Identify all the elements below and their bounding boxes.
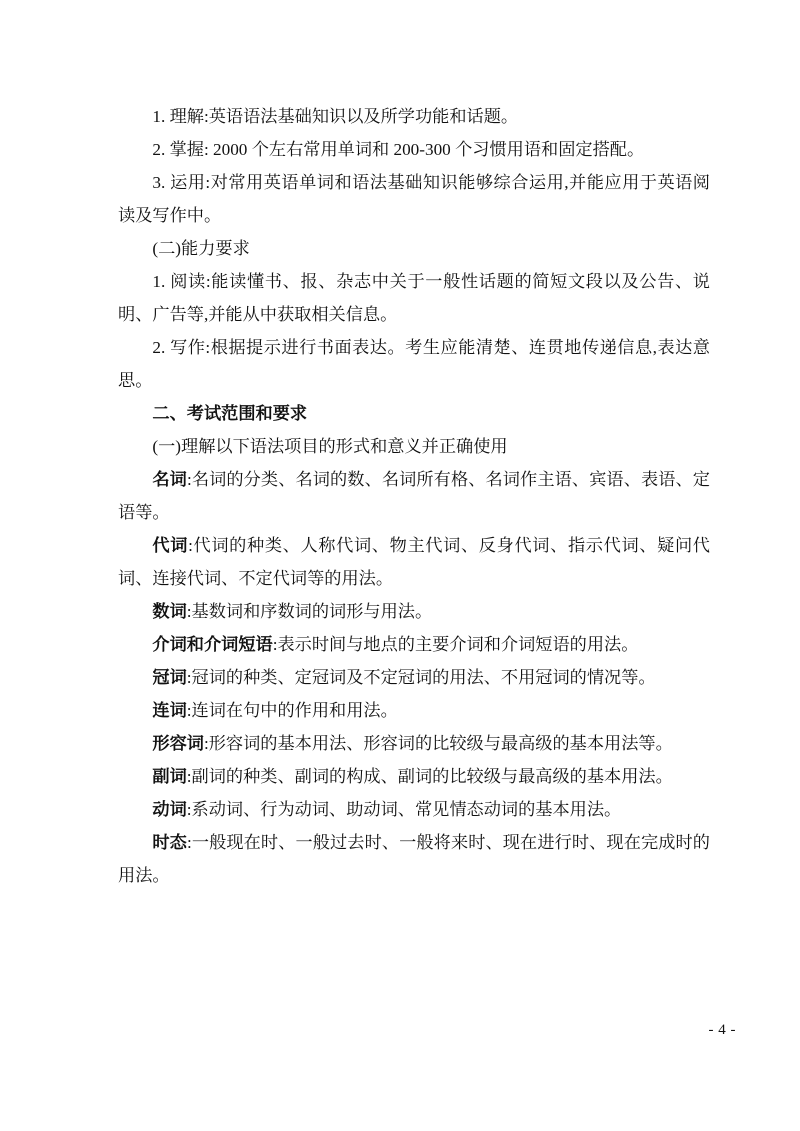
grammar-item-verb: [118, 793, 710, 826]
grammar-item-adverb: [118, 760, 710, 793]
document-body: [118, 100, 710, 892]
grammar-desc-preposition: :表示时间与地点的主要介词和介词短语的用法。: [272, 635, 639, 655]
paragraph-reading: 1. 阅读:能读懂书、报、杂志中关于一般性话题的简短文段以及公告、说明、广告等,并能从中获取相关信息。: [118, 272, 710, 325]
grammar-desc-numeral: :基数词和序数词的词形与用法。: [186, 602, 433, 622]
section-heading-scope-and-requirements: 二、考试范围和要求: [152, 404, 308, 424]
grammar-item-adjective: [118, 727, 710, 760]
paragraph-understanding: 1. 理解:英语语法基础知识以及所学功能和话题。: [152, 107, 519, 126]
paragraph-mastery: 2. 掌握: 2000 个左右常用单词和 200-300 个习惯用语和固定搭配。: [152, 140, 645, 160]
grammar-term-numeral: 数词: [152, 602, 187, 622]
grammar-item-numeral: [118, 595, 710, 628]
grammar-term-article: 冠词: [152, 668, 187, 688]
grammar-term-preposition: 介词和介词短语: [152, 635, 273, 655]
paragraph-application: 3. 运用:对常用英语单词和语法基础知识能够综合运用,并能应用于英语阅读及写作中。: [118, 173, 710, 226]
page-number: - 4 -: [708, 1022, 736, 1038]
grammar-term-tense: 时态: [152, 833, 187, 853]
grammar-term-pronoun: 代词: [152, 536, 189, 556]
grammar-item-tense: [118, 826, 710, 892]
grammar-term-conjunction: 连词: [152, 701, 187, 721]
subheading-grammar-items: (一)理解以下语法项目的形式和意义并正确使用: [152, 437, 508, 457]
subheading-ability-requirements: (二)能力要求: [152, 239, 250, 259]
grammar-term-noun: 名词: [152, 470, 187, 490]
grammar-desc-noun: :名词的分类、名词的数、名词所有格、名词作主语、宾语、表语、定语等。: [118, 470, 710, 523]
grammar-desc-conjunction: :连词在句中的作用和用法。: [186, 701, 398, 721]
grammar-desc-tense: :一般现在时、一般过去时、一般将来时、现在进行时、现在完成时的用法。: [118, 833, 710, 886]
grammar-desc-pronoun: :代词的种类、人称代词、物主代词、反身代词、指示代词、疑问代词、连接代词、不定代词等的用法。: [118, 536, 710, 589]
grammar-desc-verb: :系动词、行为动词、助动词、常见情态动词的基本用法。: [186, 800, 622, 820]
grammar-item-article: [118, 661, 710, 694]
grammar-term-adverb: 副词: [152, 767, 187, 787]
paragraph-writing: 2. 写作:根据提示进行书面表达。考生应能清楚、连贯地传递信息,表达意思。: [118, 338, 710, 391]
grammar-term-verb: 动词: [152, 800, 187, 820]
grammar-item-conjunction: [118, 694, 710, 727]
grammar-desc-article: :冠词的种类、定冠词及不定冠词的用法、不用冠词的情况等。: [186, 668, 656, 688]
grammar-item-pronoun: [118, 529, 710, 595]
grammar-item-noun: [118, 463, 710, 529]
grammar-term-adjective: 形容词: [152, 734, 204, 754]
grammar-item-preposition: [118, 628, 710, 661]
grammar-desc-adjective: :形容词的基本用法、形容词的比较级与最高级的基本用法等。: [203, 734, 673, 754]
grammar-desc-adverb: :副词的种类、副词的构成、副词的比较级与最高级的基本用法。: [186, 767, 673, 787]
